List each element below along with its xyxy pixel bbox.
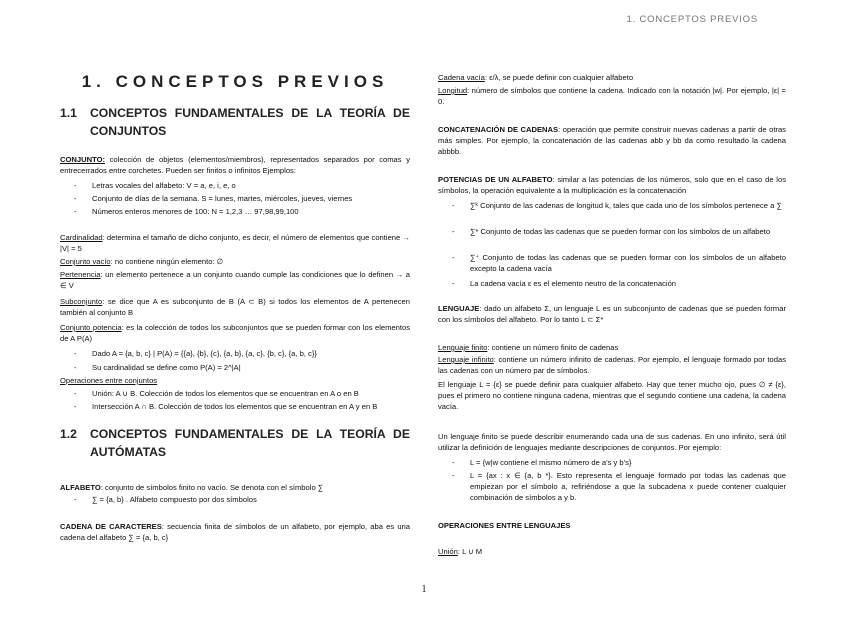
subconjunto-paragraph: Subconjunto: se dice que A es subconjunto de B (A ⊂ B) si todos los elementos de A pertenecen también al conjunto B — [60, 297, 410, 318]
list-item: - La cadena vacía ε es el elemento neutro de la concatenación — [452, 279, 677, 288]
operaciones-conjuntos-heading: Operaciones entre conjuntos — [60, 376, 158, 385]
potencias-alfabeto-paragraph: POTENCIAS DE UN ALFABETO: similar a las potencias de los números, solo que en el caso de los símbolos, la operación equivalente a la multiplicación es la concatenación — [438, 175, 786, 196]
cadena-vacia-paragraph: Cadena vacía: ε/λ, se puede definir con cualquier alfabeto — [438, 73, 634, 82]
list-item: - ∑* Conjunto de todas las cadenas que se pueden formar con los símbolos de un alfabeto — [452, 227, 771, 236]
conjunto-potencia-paragraph: Conjunto potencia: es la colección de todos los subconjuntos que se pueden formar con los elementos de A P(A) — [60, 323, 411, 344]
section-1-1-heading — [60, 104, 410, 140]
list-item: - Números enteros menores de 100: N = 1,2,3 … 97,98,99,100 — [74, 207, 299, 216]
operaciones-lenguajes-heading: OPERACIONES ENTRE LENGUAJES — [438, 521, 571, 530]
union-paragraph: Unión: L ∪ M — [438, 547, 483, 556]
lenguaje-paragraph: LENGUAJE: dado un alfabeto Σ, un lenguaje L es un subconjunto de cadenas que se pueden formar con los símbolos del alfabeto. Por lo tanto L ⊂ Σ* — [438, 304, 786, 325]
section-1-2-heading — [60, 425, 410, 461]
section-title: CONCEPTOS FUNDAMENTALES DE LA TEORÍA DE AUTÓMATAS — [90, 427, 410, 459]
section-number: 1.2 — [60, 427, 77, 441]
section-number: 1.1 — [60, 106, 77, 120]
longitud-paragraph: Longitud: número de símbolos que contiene la cadena. Indicado con la notación |w|. Por ejemplo, |ε| = 0. — [438, 86, 786, 107]
list-item: - ∑ = {a, b} . Alfabeto compuesto por dos símbolos — [74, 495, 257, 504]
alfabeto-paragraph: ALFABETO: conjunto de símbolos finito no vacío. Se denota con el símbolo ∑ — [60, 483, 324, 492]
conjunto-paragraph — [60, 154, 410, 176]
conjunto-definition: colección de objetos (elementos/miembros), representados separados por comas y entrecerrados entre corchetes. Pueden ser finitos o infinitos Ejemplos: — [60, 155, 410, 176]
list-item: - ∑ᵏ Conjunto de las cadenas de longitud k, tales que cada uno de los símbolos pertenece a ∑ — [452, 201, 782, 210]
list-item: - Letras vocales del alfabeto: V = a, e, i, e, o — [74, 181, 236, 190]
conjunto-term: CONJUNTO: — [60, 155, 106, 164]
running-header: 1. CONCEPTOS PREVIOS — [626, 14, 758, 25]
list-item: - Conjunto de días de la semana. S = lunes, martes, miércoles, jueves, viernes — [74, 194, 353, 203]
page-number: 1 — [421, 584, 427, 595]
list-item: - Su cardinalidad se define como P(A) = 2^|A| — [74, 363, 241, 372]
lenguaje-epsilon-paragraph: El lenguaje L = {ε} se puede definir para cualquier alfabeto. Hay que tener mucho ojo, pues ∅ ≠ {ε}, pues el primero no contiene ninguna cadena, mientras que el segundo contiene una cadena, la cadena vacía. — [438, 380, 786, 412]
list-item: - Unión: A ∪ B. Colección de todos los elementos que se encuentran en A o en B — [74, 389, 359, 398]
conjunto-vacio-paragraph: Conjunto vacío: no contiene ningún elemento: ∅ — [60, 257, 224, 266]
cardinalidad-paragraph: Cardinalidad: determina el tamaño de dicho conjunto, es decir, el número de elementos que contiene → |V| = 5 — [60, 233, 410, 254]
cadena-caracteres-paragraph: CADENA DE CARACTERES: secuencia finita de símbolos de un alfabeto, por ejemplo, aba es una cadena del alfabeto ∑ = {a, b, c} — [60, 522, 410, 543]
list-item: - Dado A = {a, b, c} | P(A) = {{a}, {b}, {c}, {a, b}, {a, c}, {b, c}, {a, b, c}} — [74, 349, 317, 358]
chapter-title: 1. CONCEPTOS PREVIOS — [81, 72, 389, 91]
list-item: - L = {w|w contiene el mismo número de a's y b's} — [452, 458, 632, 467]
lenguaje-infinito-paragraph: Lenguaje infinito: contiene un número infinito de cadenas. Por ejemplo, el lenguaje formado por todas las cadenas con un número par de símbolos. — [438, 355, 786, 376]
list-item: - Intersección A ∩ B. Colección de todos los elementos que se encuentran en A y en B — [74, 402, 378, 411]
descripcion-lenguaje-paragraph: Un lenguaje finito se puede describir enumerando cada una de sus cadenas. En uno infinito, será útil utilizar la definición de lenguajes mediante descripciones de conjuntos. Por ejemplo: — [438, 432, 786, 453]
list-item: - ∑⁺ Conjunto de todas las cadenas que se pueden formar con los símbolos de un alfabeto excepto la cadena vacía — [452, 253, 786, 274]
concatenacion-paragraph: CONCATENACIÓN DE CADENAS: operación que permite construir nuevas cadenas a partir de otras más simples. Por ejemplo, la concatenación de las cadenas abb y bb da como resultado la cadena abbbb. — [438, 125, 786, 157]
list-item: - L = {ax : x ∈ {a, b *}. Esto representa el lenguaje formado por todas las cadenas que empiezan por el símbolo a, refiriéndose a que la subcadena x puede contener cualquier combinación de símbolos a y b. — [452, 471, 786, 503]
lenguaje-finito-paragraph: Lenguaje finito: contiene un número finito de cadenas — [438, 343, 619, 352]
section-title: CONCEPTOS FUNDAMENTALES DE LA TEORÍA DE CONJUNTOS — [90, 106, 410, 138]
pertenencia-paragraph: Pertenencia: un elemento pertenece a un conjunto cuando cumple las condiciones que lo definen → a ∈ V — [60, 270, 410, 291]
